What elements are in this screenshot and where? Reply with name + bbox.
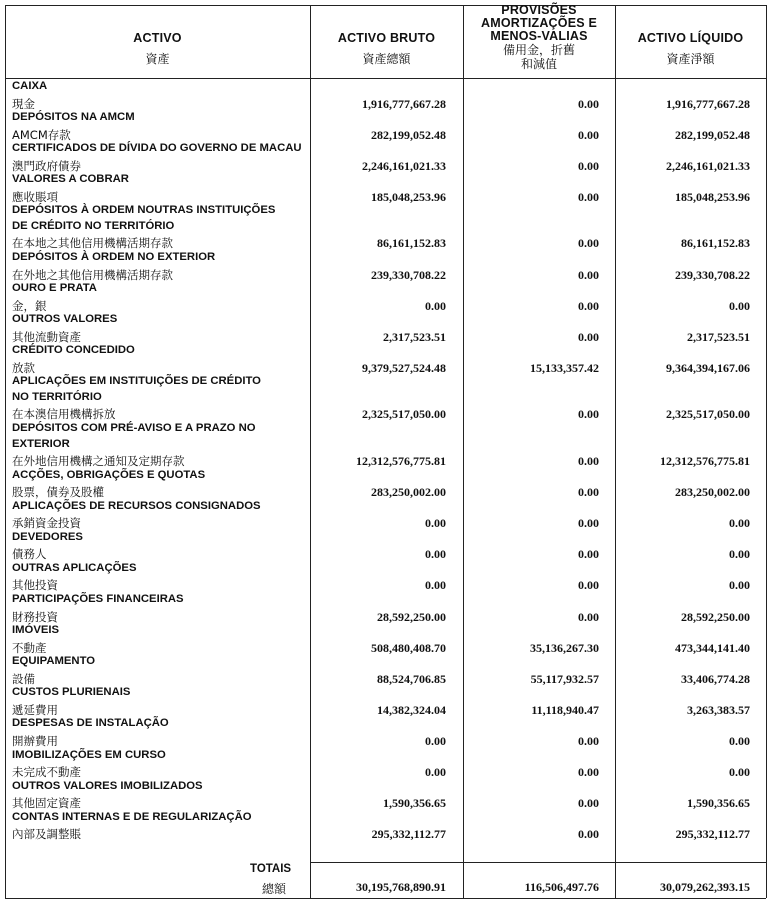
- header-provisoes: [463, 4, 615, 71]
- cell-provisoes: 0.00: [578, 189, 599, 204]
- header-activo-bruto: [310, 32, 463, 66]
- header-provisoes-line2: AMORTIZAÇÕES E: [481, 16, 597, 30]
- cell-activo-liquido: 282,199,052.48: [675, 127, 750, 142]
- row-label-pt: OUTROS VALORES: [12, 313, 118, 326]
- header-divider: [5, 78, 766, 79]
- row-label-zh: 現金: [12, 96, 35, 111]
- cell-activo-liquido: 12,312,576,775.81: [660, 454, 750, 468]
- column-divider: [615, 5, 616, 898]
- row-label-pt: CRÉDITO CONCEDIDO: [12, 344, 135, 357]
- cell-activo-liquido: 3,263,383.57: [687, 702, 750, 717]
- row-label-pt: DE CRÉDITO NO TERRITÓRIO: [12, 219, 175, 232]
- cell-activo-bruto: 2,317,523.51: [383, 329, 446, 344]
- cell-provisoes: 0.00: [578, 329, 599, 344]
- row-label-zh: AMCM存款: [12, 127, 71, 142]
- row-label-pt: CAIXA: [12, 80, 48, 92]
- column-divider: [463, 5, 464, 898]
- cell-activo-liquido: 283,250,002.00: [675, 485, 750, 500]
- cell-activo-bruto: 0.00: [425, 298, 446, 313]
- cell-activo-bruto: 0.00: [425, 733, 446, 748]
- cell-provisoes: 0.00: [578, 127, 599, 142]
- cell-activo-liquido: 86,161,152.83: [681, 236, 750, 251]
- table-border-right: [766, 5, 767, 898]
- row-label-pt: IMÓVEIS: [12, 624, 60, 637]
- cell-provisoes: 0.00: [578, 298, 599, 313]
- row-label-pt: DEPÓSITOS À ORDEM NOUTRAS INSTITUIÇÕES: [12, 204, 276, 217]
- header-provisoes-line3: MENOS-VALIAS: [490, 29, 588, 43]
- column-divider: [310, 5, 311, 898]
- header-activo: [5, 32, 310, 66]
- cell-activo-bruto: 88,524,706.85: [377, 671, 446, 686]
- row-label-pt: DEPÓSITOS COM PRÉ-AVISO E A PRAZO NO: [12, 422, 256, 434]
- row-label-pt: APLICAÇÕES DE RECURSOS CONSIGNADOS: [12, 499, 261, 512]
- header-bruto-zh: 資產總額: [362, 52, 411, 66]
- cell-activo-liquido: 2,246,161,021.33: [666, 158, 750, 173]
- cell-provisoes: 0.00: [578, 796, 599, 811]
- cell-activo-liquido: 239,330,708.22: [675, 267, 750, 282]
- row-label-pt: DEVEDORES: [12, 530, 83, 543]
- cell-activo-bruto: 185,048,253.96: [371, 189, 446, 204]
- cell-activo-liquido: 2,325,517,050.00: [666, 407, 750, 422]
- cell-provisoes: 0.00: [578, 158, 599, 173]
- totals-provisoes: 116,506,497.76: [524, 880, 599, 894]
- cell-activo-bruto: 282,199,052.48: [371, 127, 446, 142]
- cell-activo-liquido: 0.00: [729, 578, 750, 593]
- row-label-pt: VALORES A COBRAR: [12, 173, 129, 186]
- row-label-zh: 澳門政府債券: [12, 158, 81, 173]
- row-label-zh: 其他投資: [12, 578, 58, 593]
- cell-provisoes: 0.00: [578, 454, 599, 468]
- cell-activo-bruto: 1,590,356.65: [383, 796, 446, 811]
- cell-activo-bruto: 86,161,152.83: [377, 236, 446, 251]
- cell-activo-liquido: 295,332,112.77: [675, 827, 750, 842]
- cell-provisoes: 0.00: [578, 407, 599, 422]
- cell-provisoes: 35,136,267.30: [530, 640, 599, 655]
- cell-activo-liquido: 1,916,777,667.28: [666, 96, 750, 111]
- row-label-pt: DEPÓSITOS NA AMCM: [12, 111, 135, 124]
- cell-activo-liquido: 0.00: [729, 733, 750, 748]
- row-label-zh: 承銷資金投資: [12, 516, 81, 531]
- table-border-left: [5, 5, 6, 898]
- row-label-zh: 股票，債券及股權: [12, 485, 104, 500]
- row-label-zh: 其他固定資產: [12, 796, 81, 811]
- header-activo-zh: 資產: [145, 52, 170, 66]
- header-provisoes-line1: PROVISÕES: [501, 3, 577, 17]
- row-label-pt: ACÇÕES, OBRIGAÇÕES E QUOTAS: [12, 468, 206, 481]
- row-label-pt: NO TERRITÓRIO: [12, 390, 102, 403]
- row-label-zh: 內部及調整賬: [12, 827, 81, 842]
- row-label-pt: OUTRAS APLICAÇÕES: [12, 561, 137, 574]
- row-label-pt: DEPÓSITOS À ORDEM NO EXTERIOR: [12, 251, 216, 263]
- cell-activo-liquido: 473,344,141.40: [675, 640, 750, 655]
- row-label-pt: DESPESAS DE INSTALAÇÃO: [12, 717, 169, 730]
- cell-activo-bruto: 239,330,708.22: [371, 267, 446, 282]
- cell-provisoes: 15,133,357.42: [530, 360, 599, 375]
- totals-liquido: 30,079,262,393.15: [660, 880, 750, 894]
- cell-activo-liquido: 0.00: [729, 765, 750, 779]
- cell-activo-liquido: 28,592,250.00: [681, 609, 750, 624]
- row-label-pt: APLICAÇÕES EM INSTITUIÇÕES DE CRÉDITO: [12, 375, 261, 388]
- row-label-pt: OURO E PRATA: [12, 282, 97, 295]
- cell-activo-liquido: 33,406,774.28: [681, 671, 750, 686]
- totals-label-zh: 總額: [262, 882, 287, 896]
- cell-provisoes: 11,118,940.47: [531, 702, 599, 717]
- cell-provisoes: 0.00: [578, 547, 599, 562]
- row-label-zh: 設備: [12, 671, 35, 686]
- cell-activo-liquido: 9,364,394,167.06: [666, 360, 750, 375]
- cell-provisoes: 0.00: [578, 609, 599, 624]
- header-liquido-label: ACTIVO LÍQUIDO: [637, 31, 744, 45]
- cell-provisoes: 0.00: [578, 96, 599, 111]
- cell-provisoes: 0.00: [578, 578, 599, 593]
- row-label-zh: 財務投資: [12, 609, 58, 624]
- row-label-pt: EXTERIOR: [12, 437, 70, 450]
- row-label-pt: CUSTOS PLURIENAIS: [12, 686, 131, 699]
- cell-activo-liquido: 185,048,253.96: [675, 189, 750, 204]
- row-label-zh: 在本澳信用機構拆放: [12, 407, 116, 422]
- cell-activo-bruto: 28,592,250.00: [377, 609, 446, 624]
- row-label-pt: EQUIPAMENTO: [12, 655, 96, 668]
- cell-activo-bruto: 283,250,002.00: [371, 485, 446, 500]
- cell-activo-bruto: 1,916,777,667.28: [362, 96, 446, 111]
- row-label-pt: CERTIFICADOS DE DÍVIDA DO GOVERNO DE MACAU: [12, 142, 302, 155]
- totals-divider: [310, 862, 766, 863]
- row-label-pt: IMOBILIZAÇÕES EM CURSO: [12, 748, 166, 761]
- cell-provisoes: 0.00: [578, 236, 599, 251]
- cell-activo-bruto: 0.00: [425, 547, 446, 562]
- row-label-zh: 債務人: [12, 547, 47, 562]
- row-label-pt: OUTROS VALORES IMOBILIZADOS: [12, 779, 203, 792]
- cell-activo-liquido: 1,590,356.65: [687, 796, 750, 811]
- cell-activo-liquido: 0.00: [729, 516, 750, 531]
- totals-bruto: 30,195,768,890.91: [356, 880, 446, 894]
- cell-activo-liquido: 2,317,523.51: [687, 329, 750, 344]
- header-activo-label: ACTIVO: [133, 31, 182, 45]
- cell-activo-bruto: 14,382,324.04: [377, 702, 446, 717]
- row-label-pt: PARTICIPAÇÕES FINANCEIRAS: [12, 593, 184, 605]
- row-label-zh: 放款: [12, 360, 35, 375]
- header-liquido-zh: 資產淨額: [666, 52, 715, 66]
- cell-activo-bruto: 2,325,517,050.00: [362, 407, 446, 422]
- cell-activo-bruto: 2,246,161,021.33: [362, 158, 446, 173]
- row-label-zh: 不動產: [12, 640, 47, 655]
- row-label-zh: 其他流動資產: [12, 329, 81, 344]
- cell-activo-bruto: 295,332,112.77: [371, 827, 446, 842]
- cell-activo-liquido: 0.00: [729, 547, 750, 562]
- row-label-zh: 開辦費用: [12, 733, 58, 748]
- cell-provisoes: 0.00: [578, 827, 599, 842]
- row-label-zh: 在外地信用機構之通知及定期存款: [12, 454, 185, 468]
- cell-activo-bruto: 0.00: [425, 578, 446, 593]
- totals-label: TOTAIS: [250, 863, 292, 875]
- row-label-zh: 應收賬項: [12, 189, 58, 204]
- cell-activo-liquido: 0.00: [729, 298, 750, 313]
- row-label-zh: 在外地之其他信用機構活期存款: [12, 267, 173, 282]
- cell-activo-bruto: 0.00: [425, 765, 446, 779]
- cell-activo-bruto: 12,312,576,775.81: [356, 454, 446, 468]
- table-border-top: [5, 5, 766, 6]
- cell-activo-bruto: 0.00: [425, 516, 446, 531]
- cell-provisoes: 0.00: [578, 733, 599, 748]
- row-label-pt: CONTAS INTERNAS E DE REGULARIZAÇÃO: [12, 810, 252, 823]
- cell-provisoes: 0.00: [578, 485, 599, 500]
- row-label-zh: 未完成不動產: [12, 765, 81, 779]
- table-border-bottom: [5, 898, 766, 899]
- row-label-zh: 在本地之其他信用機構活期存款: [12, 236, 173, 251]
- cell-provisoes: 0.00: [578, 765, 599, 779]
- header-bruto-label: ACTIVO BRUTO: [337, 31, 436, 45]
- cell-provisoes: 0.00: [578, 267, 599, 282]
- header-activo-liquido: [615, 32, 766, 66]
- row-label-zh: 遞延費用: [12, 702, 58, 717]
- cell-activo-bruto: 9,379,527,524.48: [362, 360, 446, 375]
- row-label-zh: 金，銀: [12, 298, 47, 313]
- header-provisoes-zh2: 和減值: [520, 57, 557, 71]
- cell-provisoes: 0.00: [578, 516, 599, 531]
- cell-activo-bruto: 508,480,408.70: [371, 640, 446, 655]
- header-provisoes-zh1: 備用金，折舊: [502, 43, 575, 57]
- cell-provisoes: 55,117,932.57: [530, 671, 599, 686]
